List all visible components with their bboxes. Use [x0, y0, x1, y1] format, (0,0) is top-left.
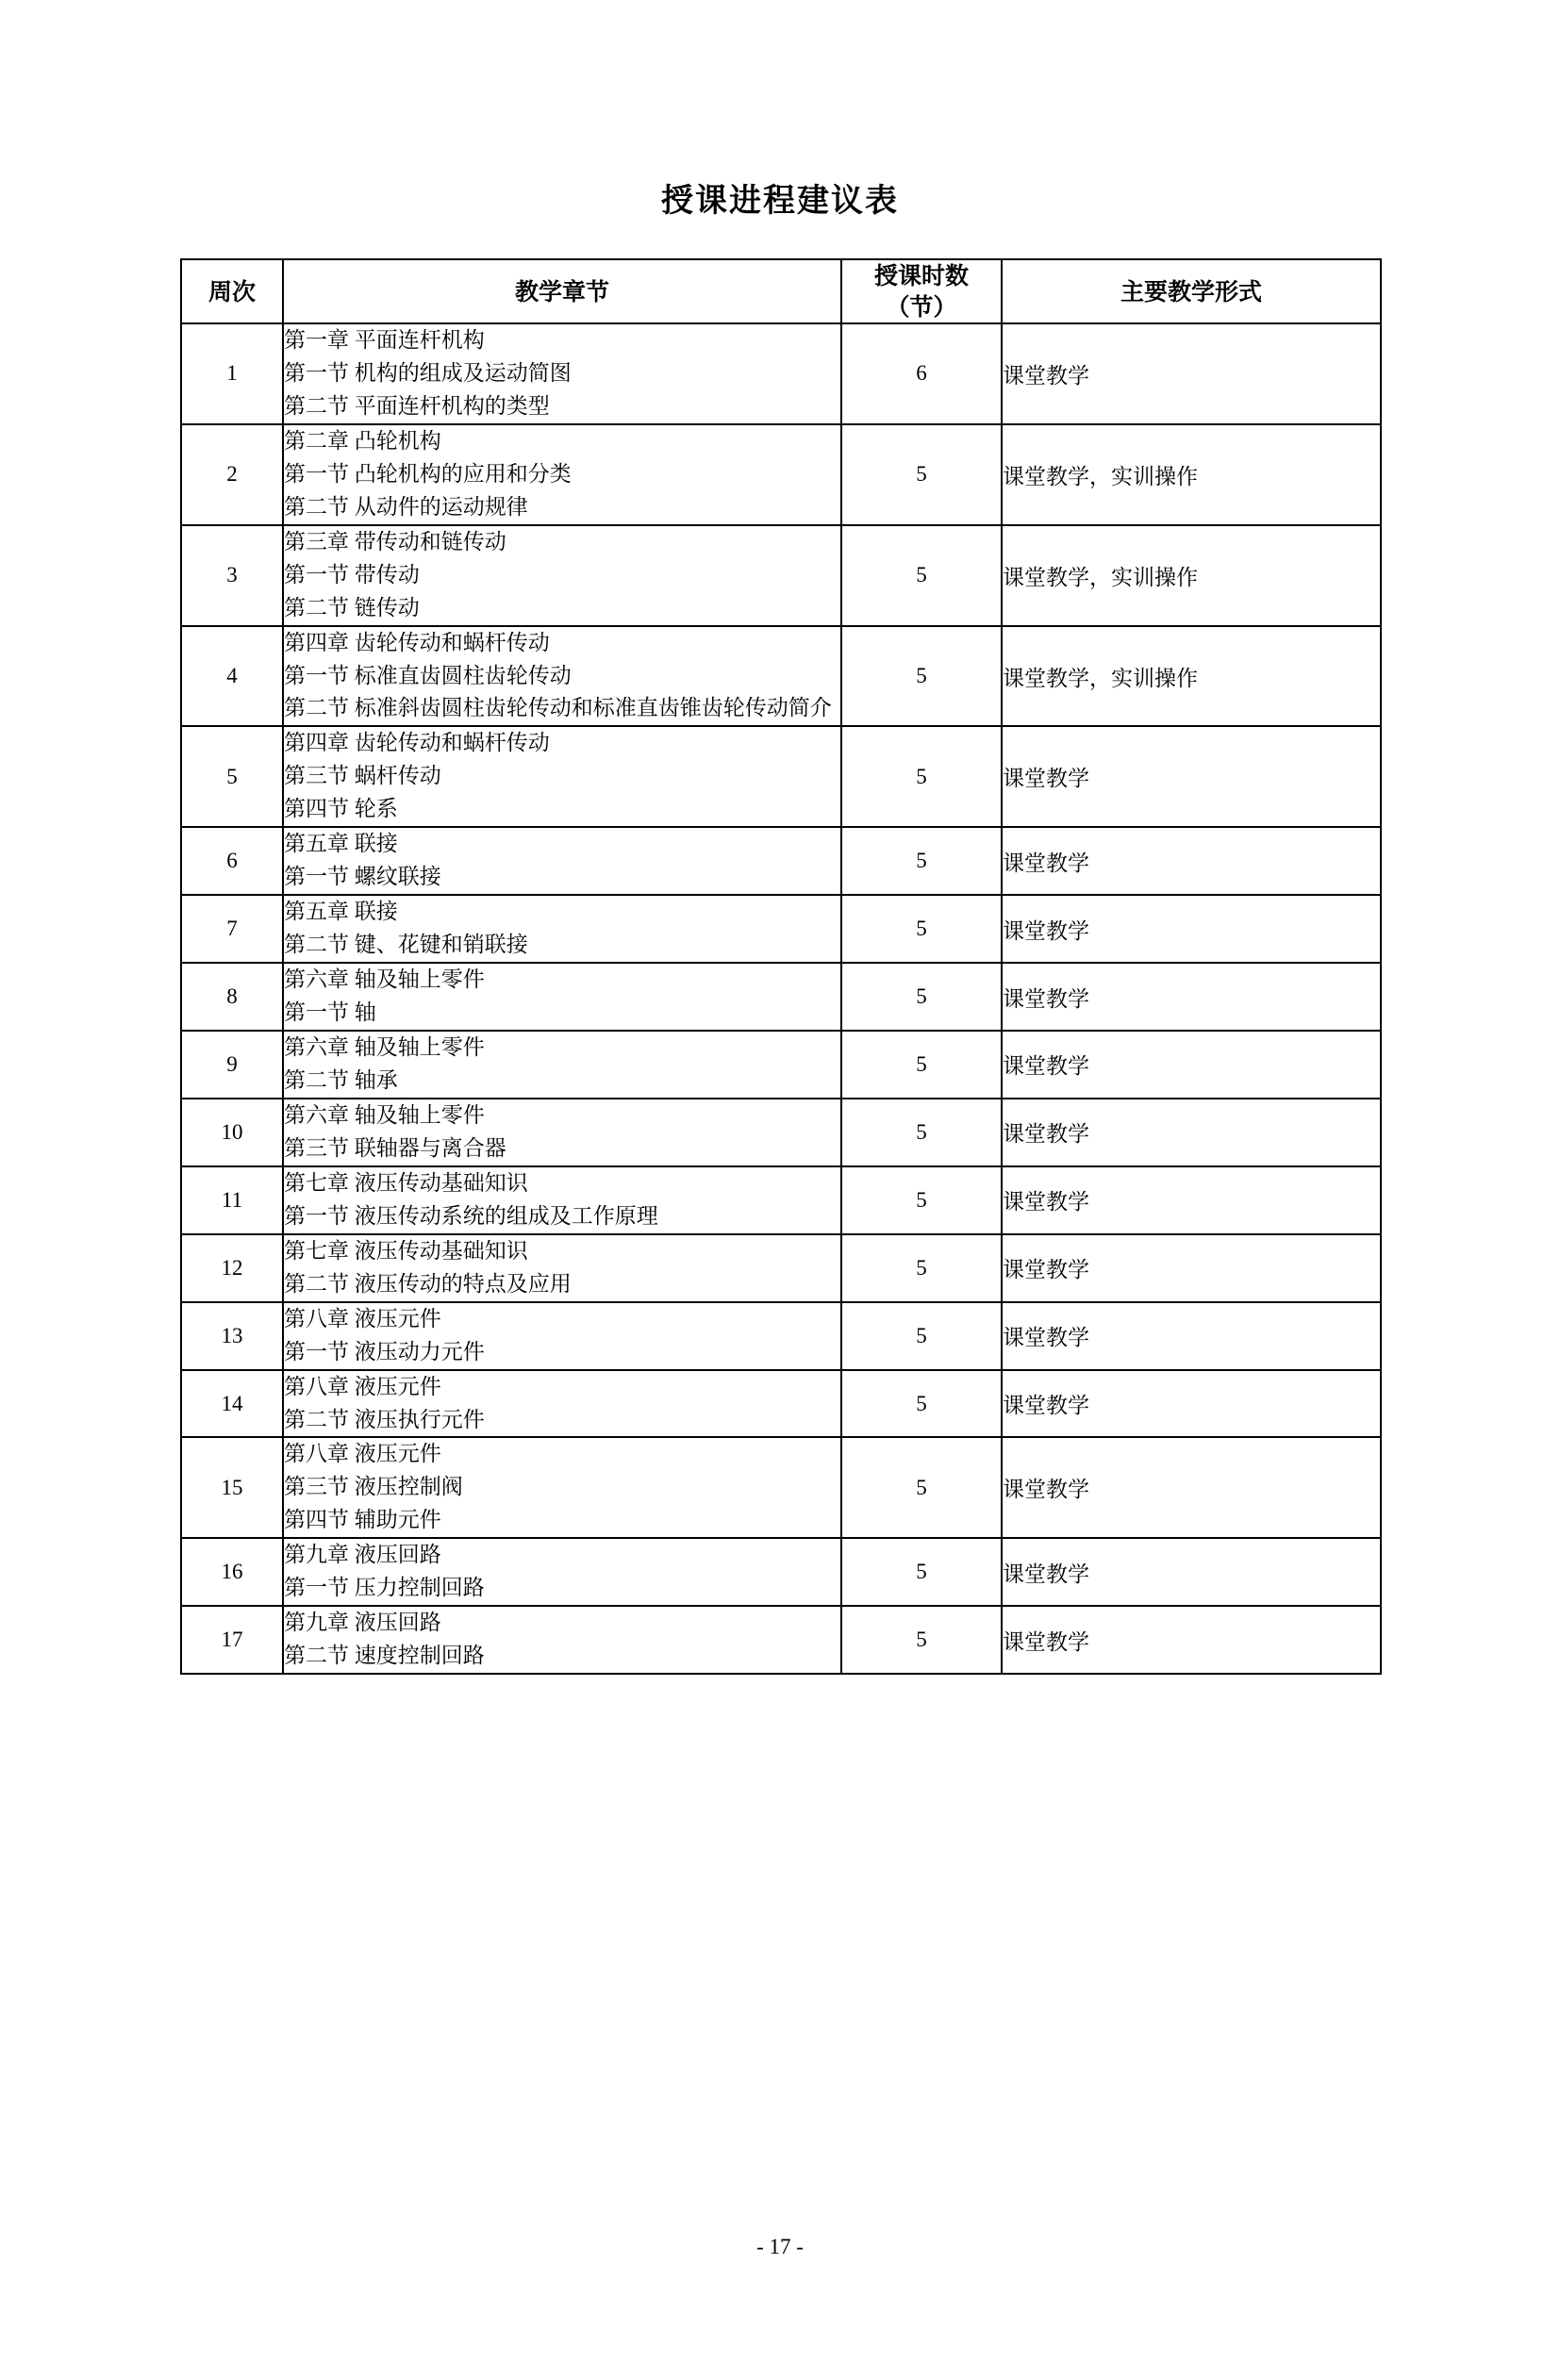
chapter-line: 第六章 轴及轴上零件: [284, 1102, 485, 1127]
cell-week: 1: [181, 323, 283, 424]
cell-week: 14: [181, 1370, 283, 1438]
cell-teaching-form: 课堂教学: [1002, 827, 1381, 895]
chapter-line: 第三章 带传动和链传动: [284, 529, 506, 554]
cell-chapter: [283, 1234, 841, 1302]
cell-teaching-form: 课堂教学: [1002, 1031, 1381, 1099]
chapter-line: 第七章 液压传动基础知识: [284, 1170, 528, 1195]
table-row: [181, 424, 1381, 525]
cell-hours: 5: [841, 1302, 1002, 1370]
cell-chapter: [283, 827, 841, 895]
cell-hours: 5: [841, 1031, 1002, 1099]
page-number: - 17 -: [756, 2235, 804, 2258]
cell-hours: 5: [841, 626, 1002, 727]
cell-week: 11: [181, 1166, 283, 1234]
cell-week: 13: [181, 1302, 283, 1370]
chapter-line: 第三节 联轴器与离合器: [284, 1135, 506, 1160]
cell-chapter: [283, 323, 841, 424]
table-row: [181, 525, 1381, 626]
chapter-line: 第九章 液压回路: [284, 1611, 441, 1635]
cell-chapter: [283, 1302, 841, 1370]
chapter-line: 第二节 键、花键和销联接: [284, 933, 528, 957]
cell-chapter: [283, 963, 841, 1031]
cell-teaching-form: 课堂教学，实训操作: [1002, 626, 1381, 727]
schedule-table-container: [180, 258, 1380, 1675]
cell-hours: 5: [841, 726, 1002, 827]
table-row: [181, 1166, 1381, 1234]
cell-chapter: [283, 1437, 841, 1538]
cell-chapter: [283, 1099, 841, 1166]
chapter-line: 第五章 联接: [284, 832, 398, 856]
cell-teaching-form: 课堂教学，实训操作: [1002, 525, 1381, 626]
table-body: [181, 323, 1381, 1674]
cell-hours: 5: [841, 424, 1002, 525]
chapter-line: 第一节 凸轮机构的应用和分类: [284, 461, 572, 486]
cell-chapter: [283, 1370, 841, 1438]
page-title: 授课进程建议表: [661, 182, 899, 220]
table-row: [181, 827, 1381, 895]
document-page: [0, 174, 1560, 2380]
chapter-line: 第四节 辅助元件: [284, 1508, 441, 1532]
cell-week: 8: [181, 963, 283, 1031]
cell-hours: 5: [841, 1166, 1002, 1234]
table-header: [181, 259, 1381, 323]
column-header-form: 主要教学形式: [1002, 259, 1381, 323]
table-row: [181, 963, 1381, 1031]
cell-chapter: [283, 525, 841, 626]
cell-hours: 5: [841, 1234, 1002, 1302]
cell-teaching-form: 课堂教学: [1002, 1099, 1381, 1166]
table-row: [181, 726, 1381, 827]
chapter-line: 第一节 机构的组成及运动简图: [284, 360, 572, 385]
cell-teaching-form: 课堂教学: [1002, 963, 1381, 1031]
chapter-line: 第九章 液压回路: [284, 1543, 441, 1567]
cell-teaching-form: 课堂教学，实训操作: [1002, 424, 1381, 525]
cell-week: 5: [181, 726, 283, 827]
chapter-line: 第一节 液压传动系统的组成及工作原理: [284, 1203, 658, 1228]
chapter-line: 第一节 带传动: [284, 562, 420, 587]
cell-week: 10: [181, 1099, 283, 1166]
cell-teaching-form: 课堂教学: [1002, 1437, 1381, 1538]
cell-week: 16: [181, 1538, 283, 1606]
cell-week: 3: [181, 525, 283, 626]
chapter-line: 第二节 平面连杆机构的类型: [284, 393, 550, 418]
cell-hours: 5: [841, 963, 1002, 1031]
cell-chapter: [283, 1031, 841, 1099]
cell-week: 12: [181, 1234, 283, 1302]
cell-hours: 5: [841, 895, 1002, 963]
cell-teaching-form: 课堂教学: [1002, 1234, 1381, 1302]
cell-chapter: [283, 424, 841, 525]
cell-teaching-form: 课堂教学: [1002, 895, 1381, 963]
chapter-line: 第八章 液压元件: [284, 1374, 441, 1398]
table-row: [181, 1606, 1381, 1674]
chapter-line: 第二节 链传动: [284, 595, 420, 620]
cell-hours: 5: [841, 1370, 1002, 1438]
chapter-line: 第五章 联接: [284, 900, 398, 924]
chapter-line: 第一节 标准直齿圆柱齿轮传动: [284, 663, 572, 687]
cell-hours: 5: [841, 525, 1002, 626]
column-header-chapter: 教学章节: [283, 259, 841, 323]
cell-teaching-form: 课堂教学: [1002, 1370, 1381, 1438]
chapter-line: 第二节 轴承: [284, 1067, 398, 1092]
chapter-line: 第八章 液压元件: [284, 1306, 441, 1330]
table-row: [181, 626, 1381, 727]
chapter-line: 第四章 齿轮传动和蜗杆传动: [284, 630, 550, 654]
cell-week: 17: [181, 1606, 283, 1674]
table-header-row: [181, 259, 1381, 323]
chapter-line: 第二节 液压传动的特点及应用: [284, 1271, 572, 1296]
chapter-line: 第四章 齿轮传动和蜗杆传动: [284, 731, 550, 755]
chapter-line: 第二节 液压执行元件: [284, 1407, 485, 1431]
table-row: [181, 1538, 1381, 1606]
cell-chapter: [283, 1606, 841, 1674]
table-row: [181, 1031, 1381, 1099]
chapter-line: 第二节 速度控制回路: [284, 1644, 485, 1668]
chapter-line: 第二章 凸轮机构: [284, 428, 441, 453]
chapter-line: 第三节 蜗杆传动: [284, 764, 441, 788]
cell-week: 7: [181, 895, 283, 963]
column-header-week: 周次: [181, 259, 283, 323]
table-row: [181, 1437, 1381, 1538]
table-row: [181, 1370, 1381, 1438]
chapter-line: 第一章 平面连杆机构: [284, 328, 485, 352]
cell-chapter: [283, 1538, 841, 1606]
cell-hours: 5: [841, 1606, 1002, 1674]
cell-teaching-form: 课堂教学: [1002, 1302, 1381, 1370]
cell-week: 15: [181, 1437, 283, 1538]
chapter-line: 第四节 轮系: [284, 797, 398, 821]
chapter-line: 第六章 轴及轴上零件: [284, 967, 485, 992]
table-row: [181, 895, 1381, 963]
chapter-line: 第一节 螺纹联接: [284, 865, 441, 889]
table-row: [181, 1302, 1381, 1370]
column-header-hours-line2: （节）: [886, 293, 957, 321]
cell-teaching-form: 课堂教学: [1002, 1606, 1381, 1674]
cell-chapter: [283, 1166, 841, 1234]
teaching-schedule-table: [180, 258, 1382, 1675]
cell-hours: 5: [841, 1099, 1002, 1166]
cell-hours: 5: [841, 1538, 1002, 1606]
table-row: [181, 323, 1381, 424]
column-header-hours-line1: 授课时数: [873, 262, 969, 289]
cell-hours: 5: [841, 1437, 1002, 1538]
cell-chapter: [283, 626, 841, 727]
cell-teaching-form: 课堂教学: [1002, 1166, 1381, 1234]
chapter-line: 第二节 从动件的运动规律: [284, 494, 528, 519]
cell-week: 6: [181, 827, 283, 895]
cell-week: 9: [181, 1031, 283, 1099]
chapter-line: 第七章 液压传动基础知识: [284, 1238, 528, 1263]
chapter-line: 第八章 液压元件: [284, 1442, 441, 1466]
table-row: [181, 1234, 1381, 1302]
table-row: [181, 1099, 1381, 1166]
chapter-line: 第二节 标准斜齿圆柱齿轮传动和标准直齿锥齿轮传动简介: [284, 696, 832, 720]
cell-week: 2: [181, 424, 283, 525]
cell-hours: 6: [841, 323, 1002, 424]
chapter-line: 第一节 轴: [284, 1000, 376, 1025]
chapter-line: 第三节 液压控制阀: [284, 1475, 463, 1499]
cell-chapter: [283, 895, 841, 963]
chapter-line: 第一节 液压动力元件: [284, 1339, 485, 1364]
chapter-line: 第一节 压力控制回路: [284, 1576, 485, 1600]
chapter-line: 第六章 轴及轴上零件: [284, 1035, 485, 1060]
column-header-hours: [841, 259, 1002, 323]
cell-teaching-form: 课堂教学: [1002, 726, 1381, 827]
cell-teaching-form: 课堂教学: [1002, 1538, 1381, 1606]
cell-teaching-form: 课堂教学: [1002, 323, 1381, 424]
cell-chapter: [283, 726, 841, 827]
cell-week: 4: [181, 626, 283, 727]
cell-hours: 5: [841, 827, 1002, 895]
